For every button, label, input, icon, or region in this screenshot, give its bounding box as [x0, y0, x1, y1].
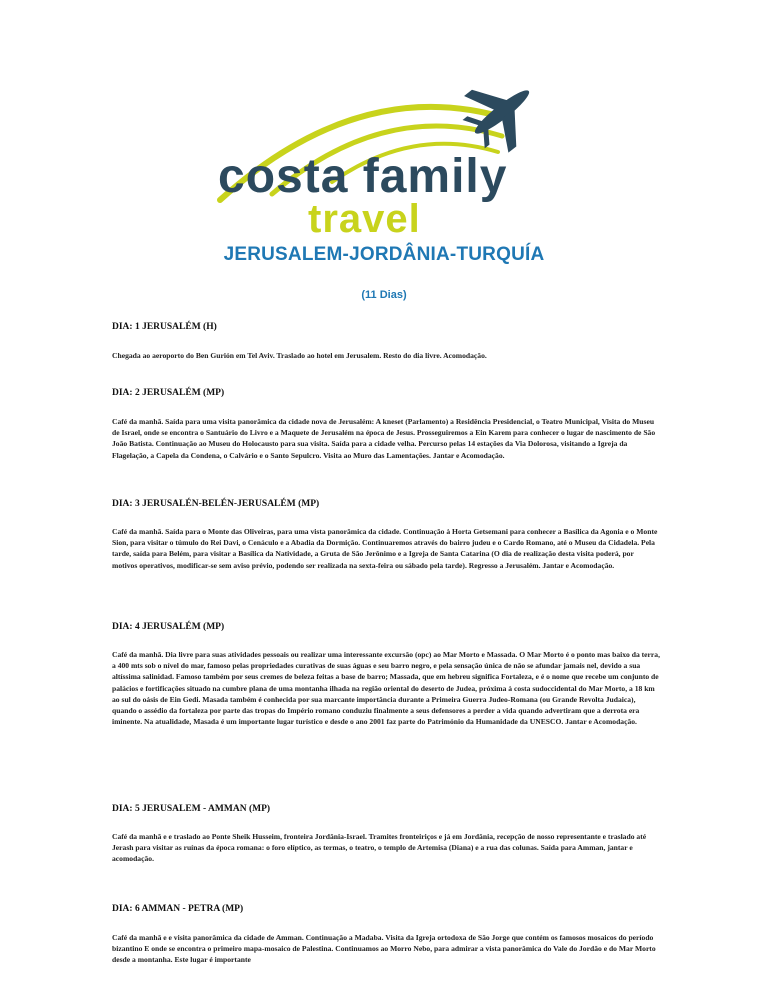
- day-3-heading: DIA: 3 JERUSALÉN-BELÉN-JERUSALÉM (MP): [112, 499, 320, 509]
- day-6-heading: DIA: 6 AMMAN - PETRA (MP): [112, 904, 244, 914]
- day-2-text: Café da manhã. Saída para uma visita panorâmica da cidade nova de Jerusalém: A kneset (Parlamento) a Residência Presidencial, o Teatro Municipal, Visita do Museu de Israel, onde se encontra o Santuário do Livro e a Maquete de Jerusalém na época de Jesus. Prosseguiremos a Ein Karem para conhecer o lugar de nascimento de São João Batista. Continuação ao Museu do Holocausto para sua visita. Saída para a cidade velha. Percurso pelas 14 estações da Via Dolorosa, visitando a Igreja da Flagelação, a Capela da Condena, o Calvário e o Santo Sepulcro. Visita ao Muro das Lamentações. Jantar e Acomodação.: [112, 417, 656, 460]
- logo-text-line1: costa family: [218, 150, 508, 203]
- day-2-heading: DIA: 2 JERUSALÉM (MP): [112, 388, 225, 398]
- logo-text-line2: travel: [308, 197, 421, 240]
- day-4-text: Café da manhã. Dia livre para suas atividades pessoais ou realizar uma interessante excursão (opc) ao Mar Morto e Massada. O Mar Morto é o ponto mas baixo da terra, a 400 mts sob o nível do mar, famoso pelas propriedades curativas de suas águas e seu barro negro, e pela sensação única de não se afundar jamais nel, devido a sua altíssima salinidad. Famoso também por seus cremes de beleza feitas a base de barro; Massada, que em hebreu significa Fortaleza, e é o nome que recebe um conjunto de palácios e fortificações situado na cumbre plana de uma montanha ilhada na região oriental do deserto de Judea, próxima à costa sudoccidental do Mar Morto, a 18 km ao sul do oásis de Ein Gedi. Masada também é conhecida por sua marcante importância durante a Primeira Guerra Judeo-Romana (ou Grande Revolta Judaica), quando o assédio da fortaleza por parte das tropas do Império romano conduziu finalmente a seus defensores a perder a vida quando advertiram que a derrota era iminente. Na atualidade, Masada é um importante lugar turístico e desde o ano 2001 faz parte do Património da Humanidade da UNESCO. Jantar e Acomodação.: [112, 650, 660, 727]
- day-1-text: Chegada ao aeroporto do Ben Gurión em Tel Aviv. Traslado ao hotel em Jerusalem. Resto do dia livre. Acomodação.: [112, 351, 487, 360]
- day-6-text: Café da manhã e e visita panorâmica da cidade de Amman. Continuação a Madaba. Visita da Igreja ortodoxa de São Jorge que contém os famosos mosaicos do período bizantino E onde se encontra o primeiro mapa-mosaico de Palestina. Continuamos ao Morro Nebo, para admirar a vista panorâmica do Vale do Jordão e do Mar Morto desde a montanha. Este lugar é importante: [112, 933, 656, 965]
- day-4-heading: DIA: 4 JERUSALÉM (MP): [112, 622, 225, 632]
- day-3-text: Café da manhã. Saída para o Monte das Oliveiras, para uma vista panorâmica da cidade. Continuação à Horta Getsemani para conhecer a Basílica da Agonia e o Monte Sion, para visitar o túmulo do Rei Davi, o Cenáculo e a Abadia da Dormição. Continuaremos através do bairro judeu e o Cardo Romano, até o Museu da Cidadela. Pela tarde, saída para Belém, para visitar a Basílica da Natividade, a Gruta de São Jerônimo e a Igreja de Santa Catarina (O dia de realização desta visita poderá, por motivos operativos, modificar-se sem aviso prévio, podendo ser realizada na sexta-feira ou sábado pela tarde). Regresso a Jerusalém. Jantar e Acomodação.: [112, 527, 658, 570]
- day-5-heading: DIA: 5 JERUSALEM - AMMAN (MP): [112, 804, 271, 814]
- day-1-heading: DIA: 1 JERUSALÉM (H): [112, 322, 217, 332]
- company-logo: [212, 82, 562, 240]
- day-5-text: Café da manhã e e traslado ao Ponte Sheik Husseim, fronteira Jordânia-Israel. Tramites fronteiriços e já em Jordânia, recepção de nosso representante e traslado até Jerash para visitar as ruínas da época romana: o foro elíptico, as termas, o teatro, o templo de Artemisa (Diana) e a rua das colunas. Saída para Amman, jantar e acomodação.: [112, 832, 647, 864]
- document-title: JERUSALEM-JORDÂNIA-TURQUÍA: [223, 244, 545, 265]
- document-subtitle: (11 Dias): [361, 289, 407, 301]
